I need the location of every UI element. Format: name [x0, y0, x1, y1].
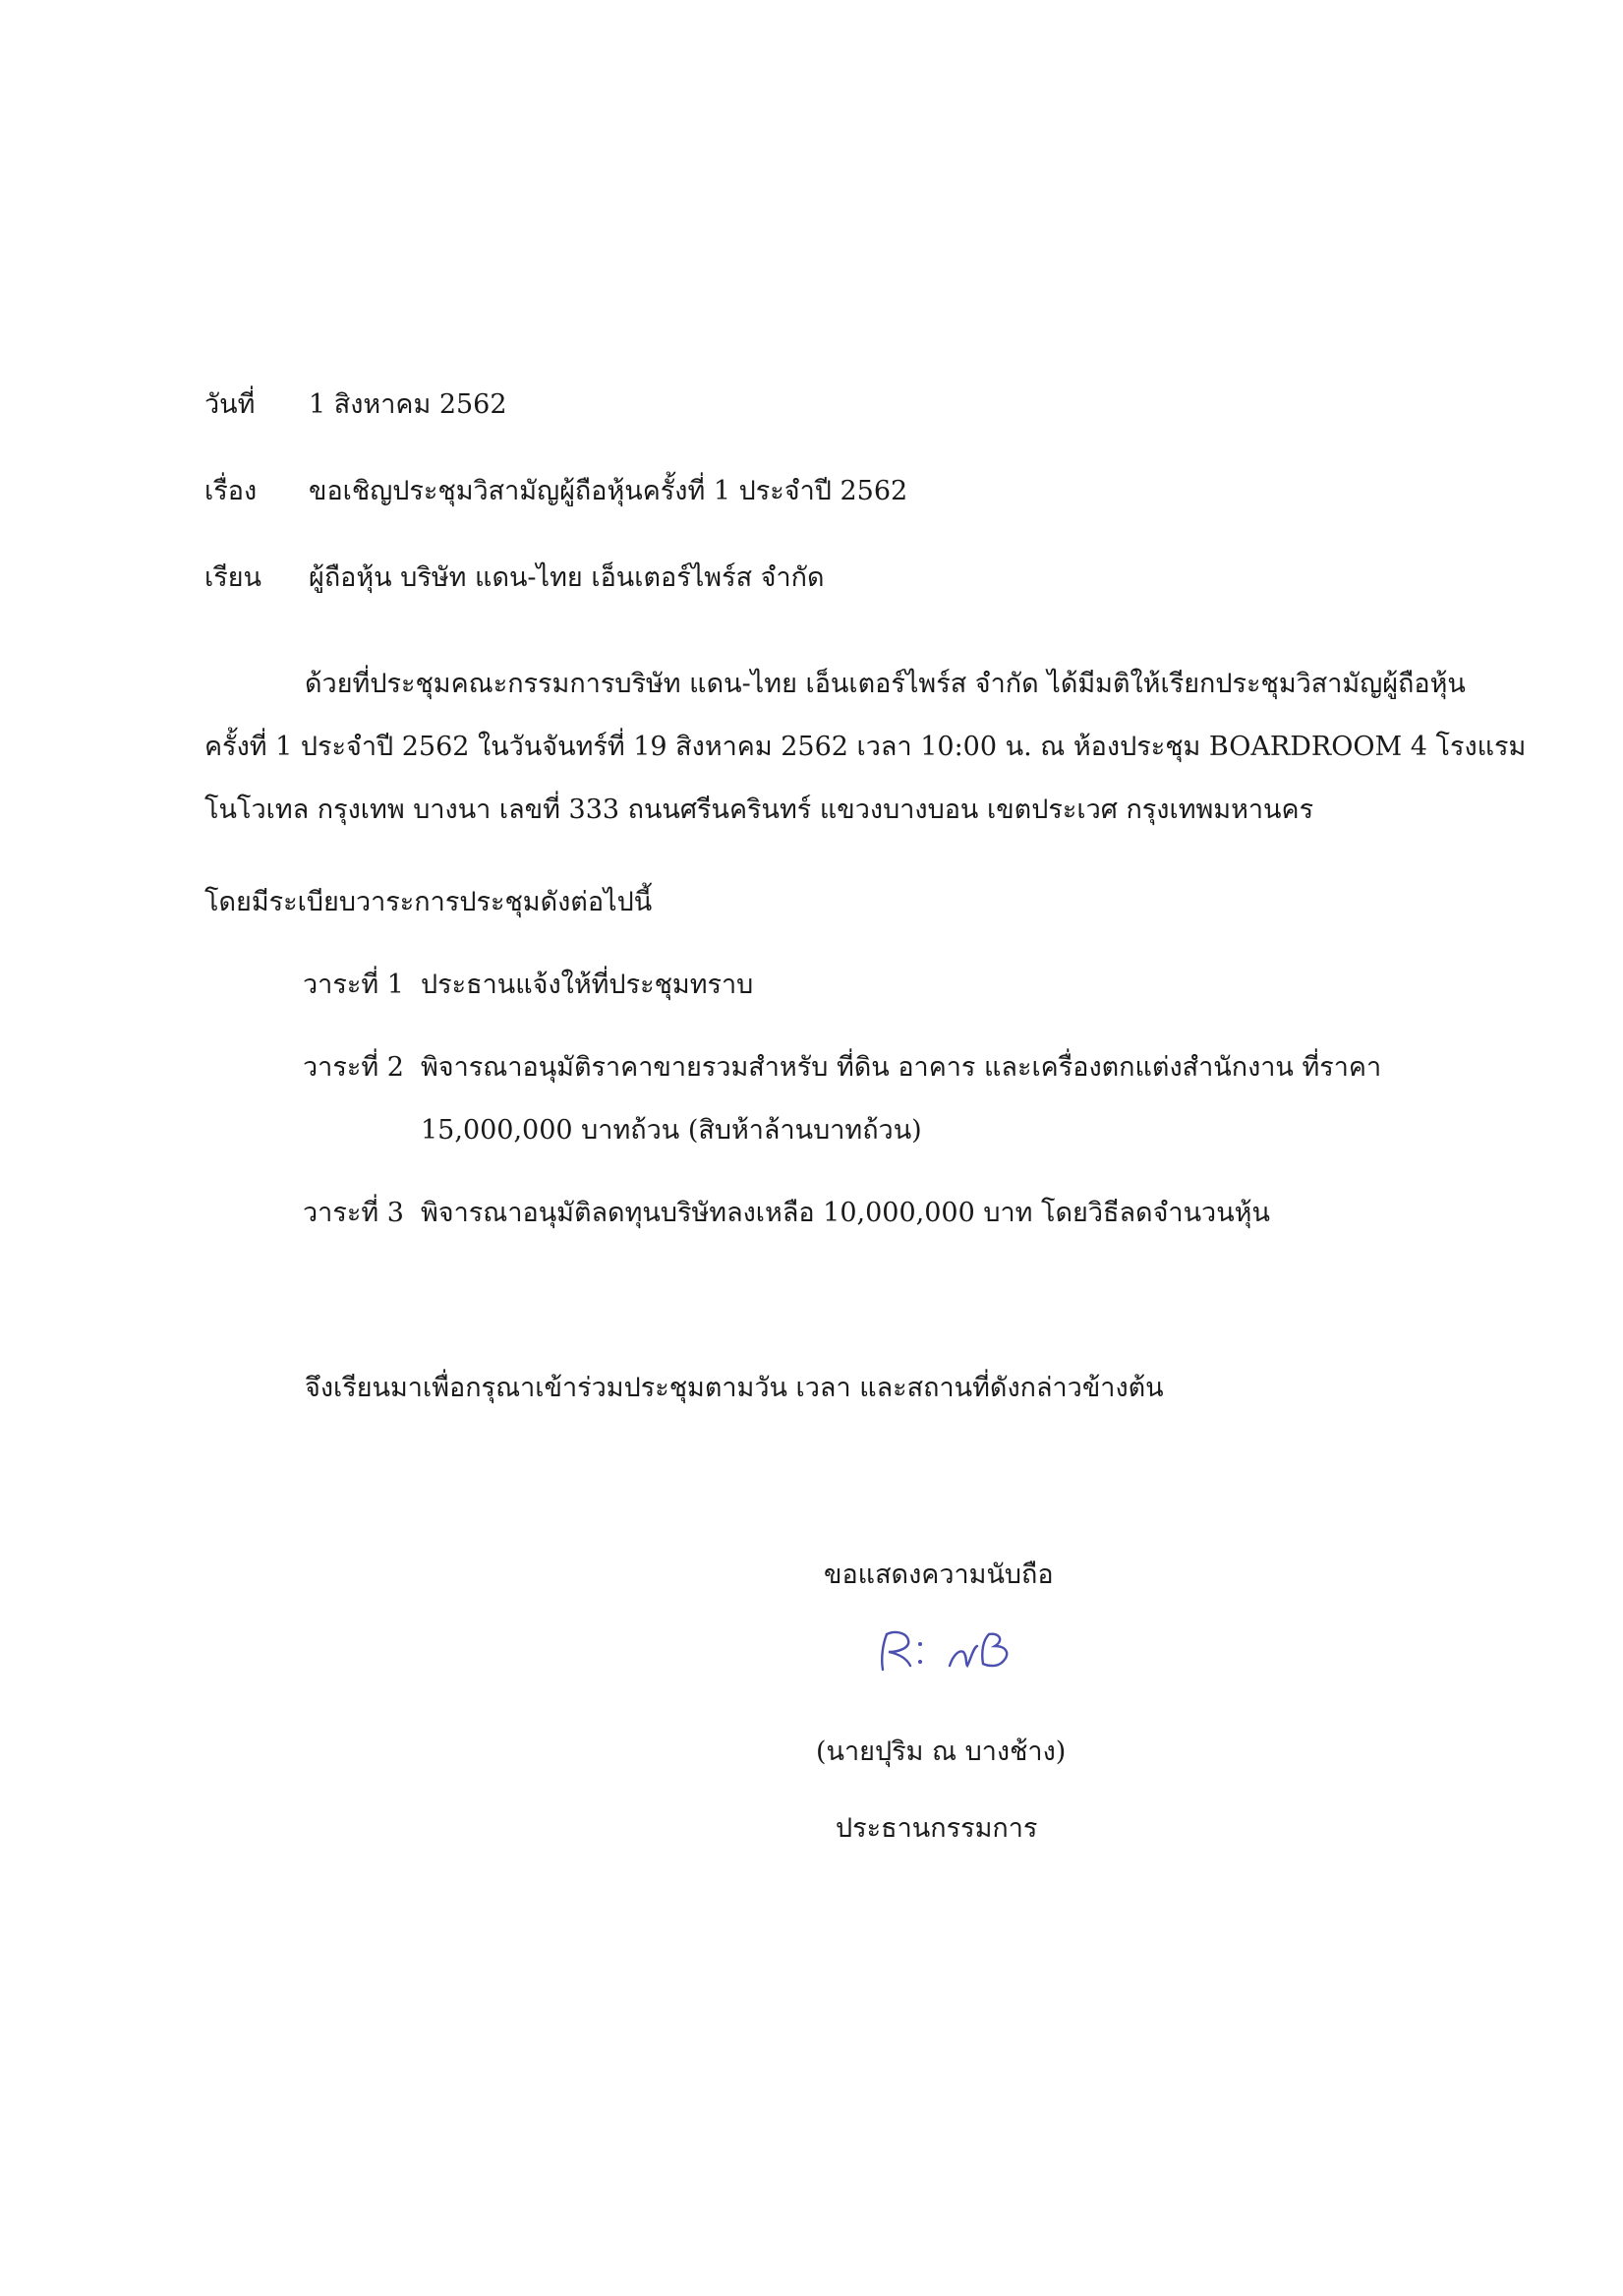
regards-text: ขอแสดงความนับถือ	[824, 1560, 1054, 1590]
subject-label: เรื่อง	[204, 476, 258, 506]
agenda-2-label: วาระที่ 2	[303, 1052, 404, 1083]
paragraph-line-1: ด้วยที่ประชุมคณะกรรมการบริษัท แดน-ไทย เอ็นเตอร์ไพร์ส จำกัด ได้มีมติให้เรียกประชุมวิสามัญผู้ถือหุ้น	[305, 669, 1466, 699]
paragraph-line-2: ครั้งที่ 1 ประจำปี 2562 ในวันจันทร์ที่ 19 สิงหาคม 2562 เวลา 10:00 น. ณ ห้องประชุม BOARDROOM 4 โรงแรม	[204, 732, 1527, 762]
to-label: เรียน	[204, 562, 262, 593]
agenda-1-label: วาระที่ 1	[303, 970, 404, 1000]
paragraph-line-3: โนโวเทล กรุงเทพ บางนา เลขที่ 333 ถนนศรีนครินทร์ แขวงบางบอน เขตประเวศ กรุงเทพมหานคร	[204, 795, 1314, 825]
date-label: วันที่	[204, 389, 256, 420]
agenda-1-text: ประธานแจ้งให้ที่ประชุมทราบ	[421, 970, 754, 1000]
agenda-3-label: วาระที่ 3	[303, 1198, 404, 1228]
signatory-name: (นายปุริม ณ บางช้าง)	[816, 1737, 1067, 1767]
signatory-position: ประธานกรรมการ	[836, 1813, 1038, 1844]
agenda-intro: โดยมีระเบียบวาระการประชุมดังต่อไปนี้	[204, 887, 653, 917]
subject-value: ขอเชิญประชุมวิสามัญผู้ถือหุ้นครั้งที่ 1 ประจำปี 2562	[309, 476, 908, 506]
closing-sentence: จึงเรียนมาเพื่อกรุณาเข้าร่วมประชุมตามวัน เวลา และสถานที่ดังกล่าวข้างต้น	[305, 1373, 1164, 1403]
signature-image	[865, 1622, 1042, 1681]
agenda-2-text: พิจารณาอนุมัติราคาขายรวมสำหรับ ที่ดิน อาคาร และเครื่องตกแต่งสำนักงาน ที่ราคา	[421, 1052, 1382, 1083]
date-value: 1 สิงหาคม 2562	[309, 389, 507, 420]
agenda-2-continuation: 15,000,000 บาทถ้วน (สิบห้าล้านบาทถ้วน)	[421, 1115, 922, 1146]
to-value: ผู้ถือหุ้น บริษัท แดน-ไทย เอ็นเตอร์ไพร์ส จำกัด	[309, 562, 825, 593]
agenda-3-text: พิจารณาอนุมัติลดทุนบริษัทลงเหลือ 10,000,000 บาท โดยวิธีลดจำนวนหุ้น	[421, 1198, 1270, 1228]
